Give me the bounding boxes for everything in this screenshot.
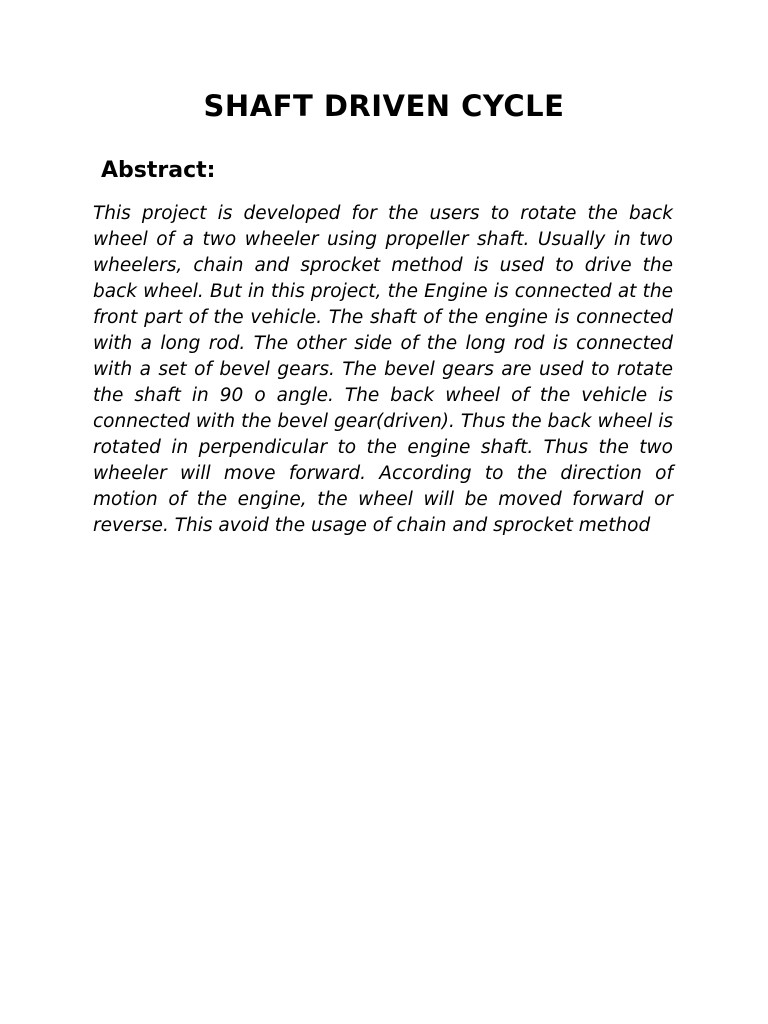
document-title: SHAFT DRIVEN CYCLE xyxy=(203,89,565,123)
abstract-paragraph: This project is developed for the users to rotate the back wheel of a two wheeler using propeller shaft. Usually in two wheelers, chain and sprocket method is used to drive the back wheel. But in this project, the Engine is connected at the front part of the vehicle. The shaft of the engine is connected with a long rod. The other side of the long rod is connected with a set of bevel gears. The bevel gears are used to rotate the shaft in 90 o angle. The back wheel of the vehicle is connected with the bevel gear(driven). Thus the back wheel is rotated in perpendicular to the engine shaft. Thus the two wheeler will move forward. According to the direction of motion of the engine, the wheel will be moved forward or reverse. This avoid the usage of chain and sprocket method xyxy=(93,203,673,536)
abstract-heading: Abstract: xyxy=(101,158,216,183)
